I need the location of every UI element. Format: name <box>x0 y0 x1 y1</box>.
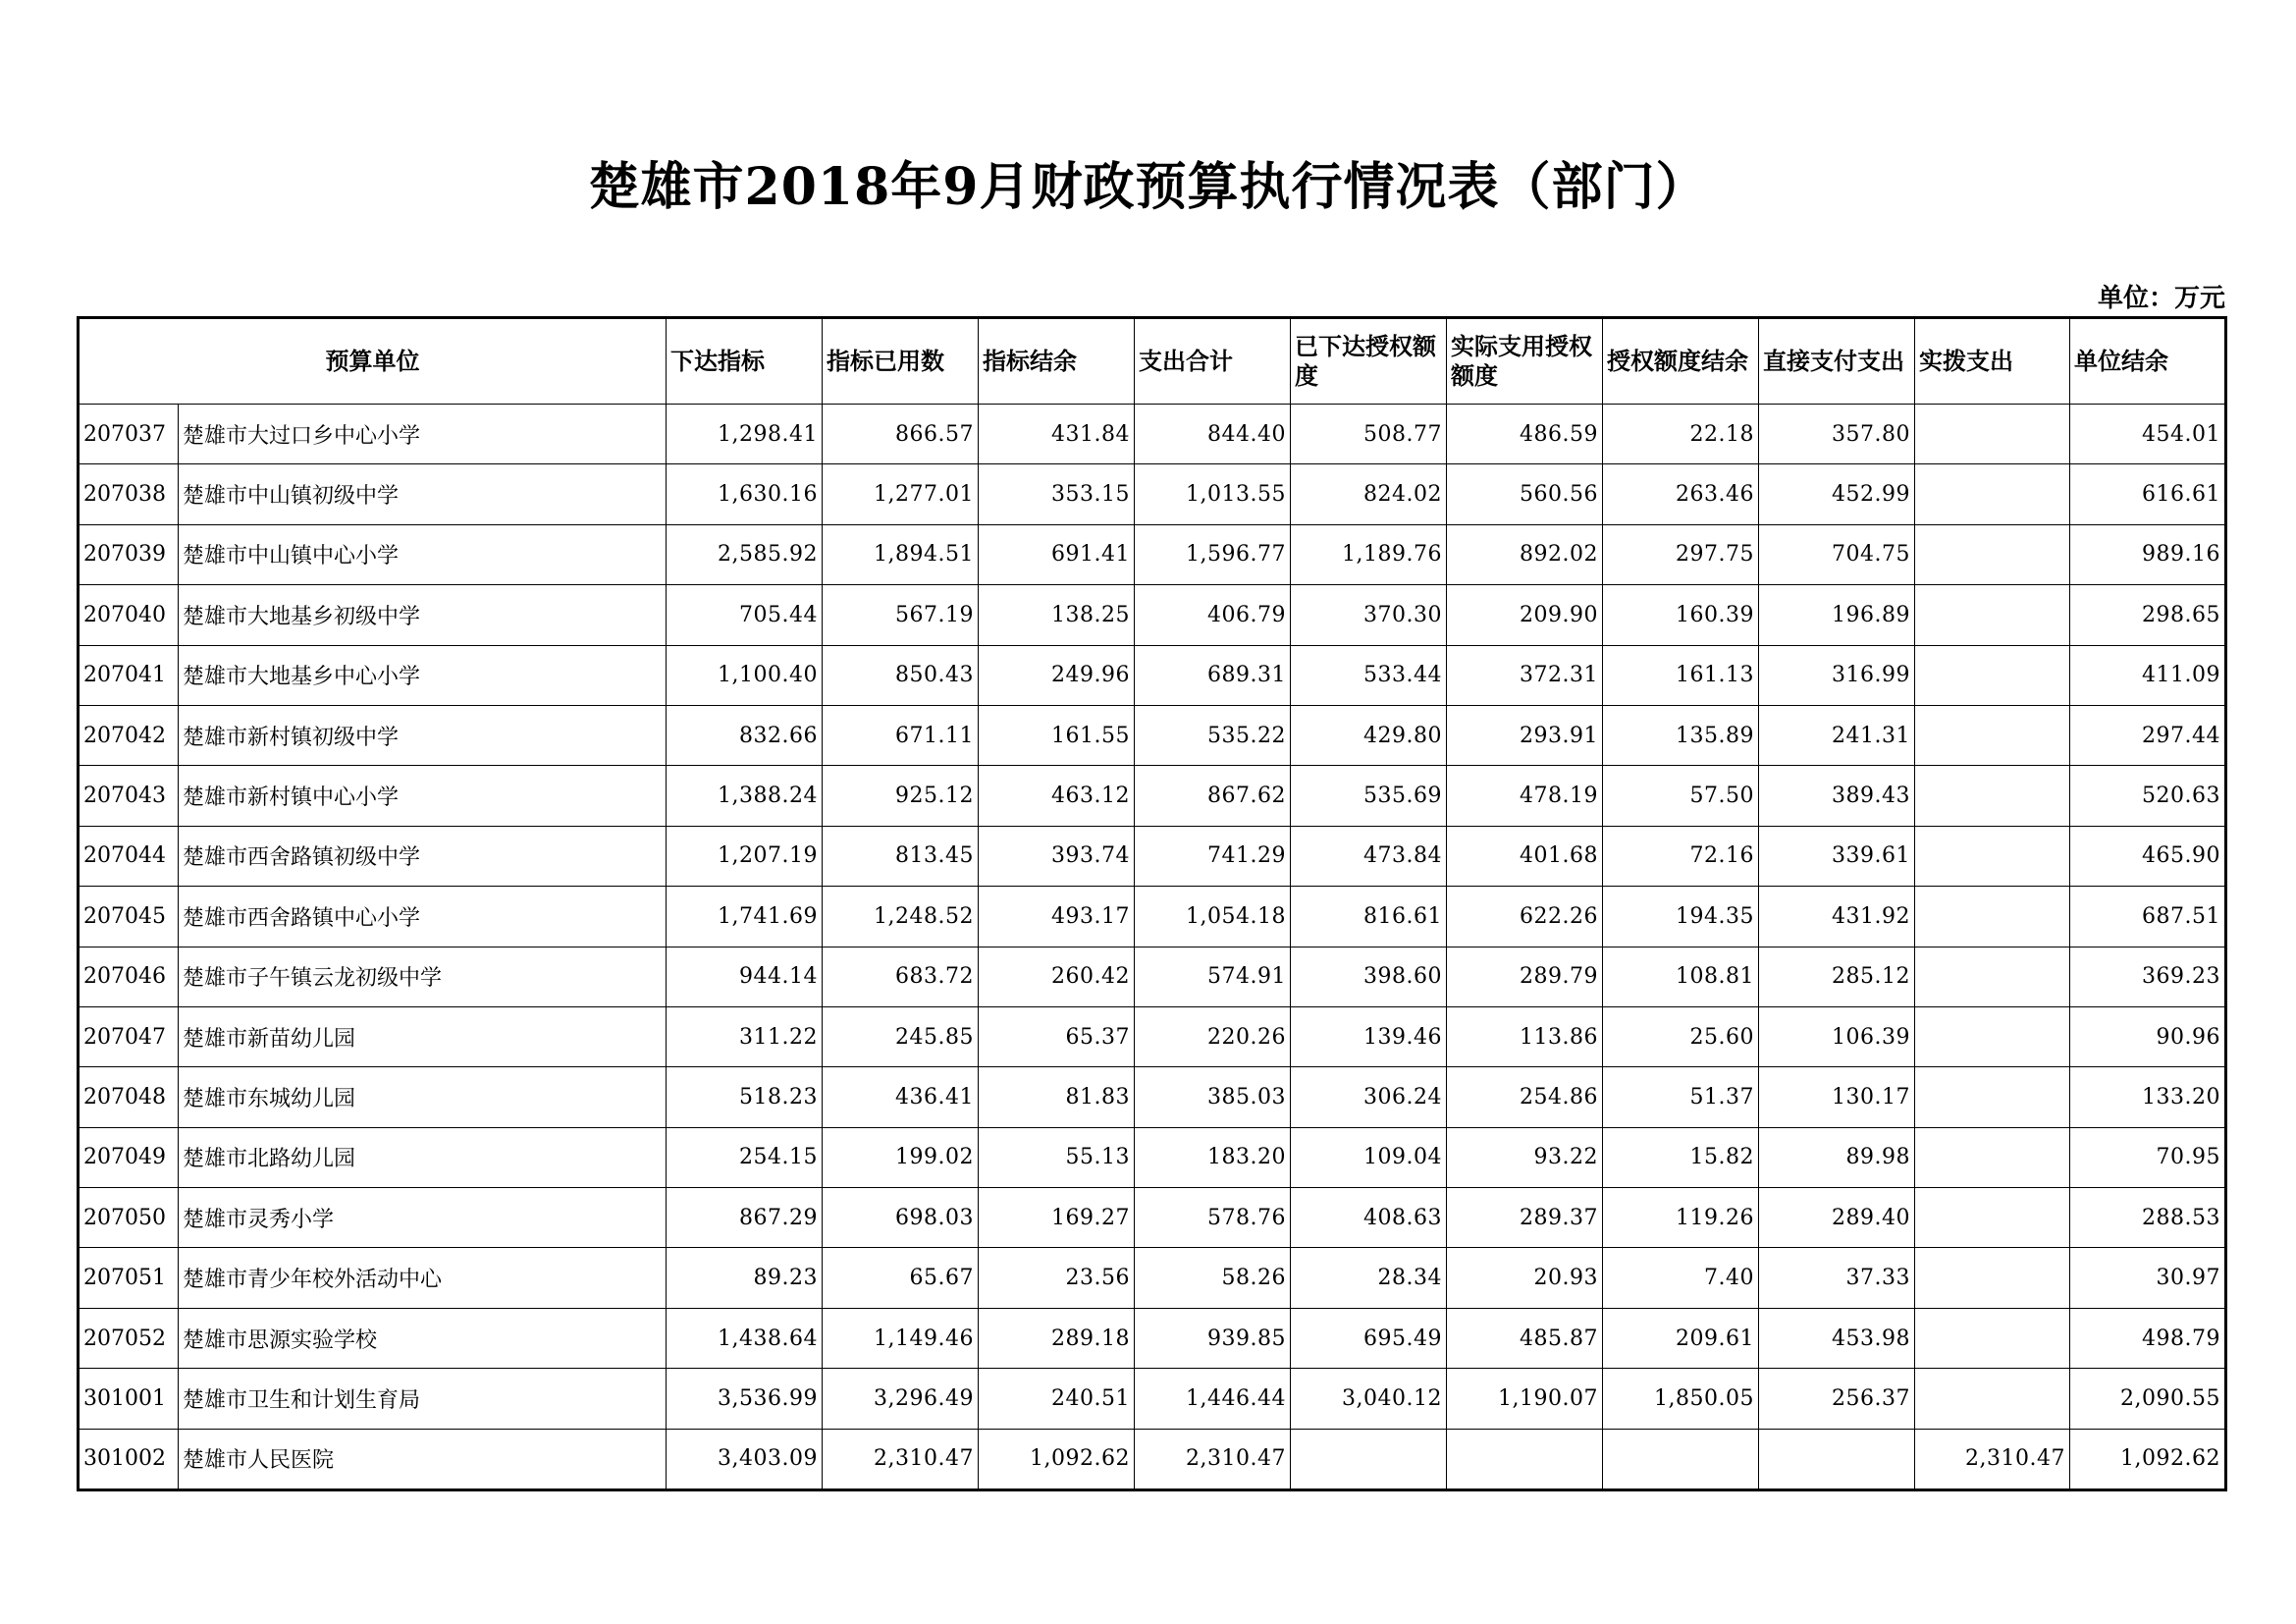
unit-name-cell: 楚雄市西舍路镇中心小学 <box>179 887 667 947</box>
value-cell: 1,438.64 <box>667 1308 823 1368</box>
table-row <box>79 1308 2226 1368</box>
table-row <box>79 705 2226 765</box>
value-cell: 705.44 <box>667 585 823 645</box>
value-cell: 741.29 <box>1135 826 1291 886</box>
value-cell: 199.02 <box>823 1127 979 1187</box>
value-cell: 130.17 <box>1759 1067 1915 1127</box>
unit-name-cell: 楚雄市人民医院 <box>179 1429 667 1489</box>
value-cell: 289.40 <box>1759 1188 1915 1248</box>
value-cell: 816.61 <box>1291 887 1447 947</box>
value-cell: 1,248.52 <box>823 887 979 947</box>
value-cell: 25.60 <box>1603 1006 1759 1066</box>
value-cell: 57.50 <box>1603 766 1759 826</box>
unit-code-cell: 207043 <box>79 766 179 826</box>
value-cell: 408.63 <box>1291 1188 1447 1248</box>
value-cell: 23.56 <box>979 1248 1135 1308</box>
value-cell: 106.39 <box>1759 1006 1915 1066</box>
value-cell: 285.12 <box>1759 947 1915 1006</box>
value-cell: 2,310.47 <box>1135 1429 1291 1489</box>
unit-code-cell: 207047 <box>79 1006 179 1066</box>
unit-name-cell: 楚雄市新苗幼儿园 <box>179 1006 667 1066</box>
value-cell: 7.40 <box>1603 1248 1759 1308</box>
value-cell: 306.24 <box>1291 1067 1447 1127</box>
table-row <box>79 464 2226 524</box>
value-cell: 1,100.40 <box>667 645 823 705</box>
value-cell: 574.91 <box>1135 947 1291 1006</box>
value-cell: 2,585.92 <box>667 524 823 584</box>
value-cell: 1,207.19 <box>667 826 823 886</box>
value-cell: 683.72 <box>823 947 979 1006</box>
value-cell: 298.65 <box>2070 585 2226 645</box>
table-row <box>79 887 2226 947</box>
value-cell: 508.77 <box>1291 405 1447 464</box>
value-cell: 1,388.24 <box>667 766 823 826</box>
value-cell: 297.44 <box>2070 705 2226 765</box>
value-cell: 406.79 <box>1135 585 1291 645</box>
value-cell: 109.04 <box>1291 1127 1447 1187</box>
value-cell: 867.62 <box>1135 766 1291 826</box>
value-cell: 370.30 <box>1291 585 1447 645</box>
value-cell: 288.53 <box>2070 1188 2226 1248</box>
value-cell <box>1915 705 2070 765</box>
value-cell: 241.31 <box>1759 705 1915 765</box>
value-cell: 249.96 <box>979 645 1135 705</box>
value-cell: 256.37 <box>1759 1369 1915 1429</box>
value-cell <box>1915 1248 2070 1308</box>
value-cell: 567.19 <box>823 585 979 645</box>
unit-name-cell: 楚雄市卫生和计划生育局 <box>179 1369 667 1429</box>
table-header-row <box>79 318 2226 405</box>
value-cell: 289.79 <box>1447 947 1603 1006</box>
unit-name-cell: 楚雄市灵秀小学 <box>179 1188 667 1248</box>
value-cell <box>1603 1429 1759 1489</box>
column-header: 支出合计 <box>1135 318 1291 405</box>
value-cell: 616.61 <box>2070 464 2226 524</box>
value-cell <box>1291 1429 1447 1489</box>
value-cell: 2,310.47 <box>1915 1429 2070 1489</box>
column-header: 单位结余 <box>2070 318 2226 405</box>
value-cell: 183.20 <box>1135 1127 1291 1187</box>
value-cell: 119.26 <box>1603 1188 1759 1248</box>
value-cell: 65.37 <box>979 1006 1135 1066</box>
unit-name-cell: 楚雄市子午镇云龙初级中学 <box>179 947 667 1006</box>
unit-code-cell: 207050 <box>79 1188 179 1248</box>
value-cell: 389.43 <box>1759 766 1915 826</box>
value-cell: 1,741.69 <box>667 887 823 947</box>
table-row <box>79 524 2226 584</box>
table-row <box>79 585 2226 645</box>
value-cell: 139.46 <box>1291 1006 1447 1066</box>
value-cell <box>1915 1067 2070 1127</box>
value-cell: 22.18 <box>1603 405 1759 464</box>
unit-code-cell: 207037 <box>79 405 179 464</box>
value-cell: 431.84 <box>979 405 1135 464</box>
value-cell: 113.86 <box>1447 1006 1603 1066</box>
value-cell: 1,850.05 <box>1603 1369 1759 1429</box>
table-row <box>79 1369 2226 1429</box>
value-cell: 866.57 <box>823 405 979 464</box>
value-cell <box>1915 464 2070 524</box>
value-cell: 535.22 <box>1135 705 1291 765</box>
value-cell: 81.83 <box>979 1067 1135 1127</box>
value-cell: 687.51 <box>2070 887 2226 947</box>
value-cell: 55.13 <box>979 1127 1135 1187</box>
value-cell: 431.92 <box>1759 887 1915 947</box>
value-cell <box>1759 1429 1915 1489</box>
unit-name-cell: 楚雄市东城幼儿园 <box>179 1067 667 1127</box>
unit-code-cell: 207045 <box>79 887 179 947</box>
unit-name-cell: 楚雄市新村镇中心小学 <box>179 766 667 826</box>
unit-code-cell: 207039 <box>79 524 179 584</box>
value-cell: 385.03 <box>1135 1067 1291 1127</box>
value-cell: 289.37 <box>1447 1188 1603 1248</box>
budget-table <box>77 316 2227 1491</box>
value-cell <box>1915 947 2070 1006</box>
unit-name-cell: 楚雄市大地基乡中心小学 <box>179 645 667 705</box>
unit-code-cell: 207040 <box>79 585 179 645</box>
value-cell: 254.15 <box>667 1127 823 1187</box>
column-header: 下达指标 <box>667 318 823 405</box>
value-cell: 850.43 <box>823 645 979 705</box>
column-header: 实拨支出 <box>1915 318 2070 405</box>
value-cell: 161.13 <box>1603 645 1759 705</box>
value-cell: 1,013.55 <box>1135 464 1291 524</box>
unit-code-cell: 207051 <box>79 1248 179 1308</box>
table-row <box>79 405 2226 464</box>
value-cell: 533.44 <box>1291 645 1447 705</box>
value-cell: 1,298.41 <box>667 405 823 464</box>
value-cell: 1,054.18 <box>1135 887 1291 947</box>
unit-code-cell: 207049 <box>79 1127 179 1187</box>
value-cell: 133.20 <box>2070 1067 2226 1127</box>
unit-code-cell: 207046 <box>79 947 179 1006</box>
value-cell: 1,149.46 <box>823 1308 979 1368</box>
value-cell: 411.09 <box>2070 645 2226 705</box>
value-cell: 989.16 <box>2070 524 2226 584</box>
value-cell: 209.90 <box>1447 585 1603 645</box>
value-cell: 1,189.76 <box>1291 524 1447 584</box>
unit-name-cell: 楚雄市北路幼儿园 <box>179 1127 667 1187</box>
value-cell: 263.46 <box>1603 464 1759 524</box>
table-row <box>79 645 2226 705</box>
table-row <box>79 1006 2226 1066</box>
unit-name-cell: 楚雄市中山镇初级中学 <box>179 464 667 524</box>
value-cell: 245.85 <box>823 1006 979 1066</box>
value-cell: 293.91 <box>1447 705 1603 765</box>
unit-code-cell: 207044 <box>79 826 179 886</box>
value-cell: 465.90 <box>2070 826 2226 886</box>
value-cell: 493.17 <box>979 887 1135 947</box>
value-cell: 72.16 <box>1603 826 1759 886</box>
value-cell: 813.45 <box>823 826 979 886</box>
value-cell: 3,536.99 <box>667 1369 823 1429</box>
value-cell: 311.22 <box>667 1006 823 1066</box>
value-cell: 15.82 <box>1603 1127 1759 1187</box>
table-row <box>79 1429 2226 1489</box>
value-cell: 520.63 <box>2070 766 2226 826</box>
value-cell: 240.51 <box>979 1369 1135 1429</box>
value-cell: 357.80 <box>1759 405 1915 464</box>
unit-name-cell: 楚雄市西舍路镇初级中学 <box>179 826 667 886</box>
value-cell: 473.84 <box>1291 826 1447 886</box>
value-cell: 220.26 <box>1135 1006 1291 1066</box>
table-row <box>79 947 2226 1006</box>
value-cell: 398.60 <box>1291 947 1447 1006</box>
value-cell <box>1915 826 2070 886</box>
unit-code-cell: 207052 <box>79 1308 179 1368</box>
table-row <box>79 766 2226 826</box>
value-cell: 369.23 <box>2070 947 2226 1006</box>
value-cell: 892.02 <box>1447 524 1603 584</box>
value-cell <box>1915 1308 2070 1368</box>
unit-name-cell: 楚雄市中山镇中心小学 <box>179 524 667 584</box>
value-cell: 824.02 <box>1291 464 1447 524</box>
value-cell <box>1915 524 2070 584</box>
value-cell: 3,403.09 <box>667 1429 823 1489</box>
value-cell: 925.12 <box>823 766 979 826</box>
value-cell: 135.89 <box>1603 705 1759 765</box>
value-cell <box>1915 887 2070 947</box>
value-cell <box>1915 405 2070 464</box>
value-cell: 1,894.51 <box>823 524 979 584</box>
value-cell: 161.55 <box>979 705 1135 765</box>
value-cell: 1,446.44 <box>1135 1369 1291 1429</box>
value-cell: 58.26 <box>1135 1248 1291 1308</box>
value-cell: 2,090.55 <box>2070 1369 2226 1429</box>
value-cell: 704.75 <box>1759 524 1915 584</box>
value-cell: 429.80 <box>1291 705 1447 765</box>
value-cell: 689.31 <box>1135 645 1291 705</box>
value-cell <box>1915 1188 2070 1248</box>
value-cell: 671.11 <box>823 705 979 765</box>
value-cell: 108.81 <box>1603 947 1759 1006</box>
column-header: 授权额度结余 <box>1603 318 1759 405</box>
unit-code-cell: 207038 <box>79 464 179 524</box>
value-cell: 89.23 <box>667 1248 823 1308</box>
value-cell: 698.03 <box>823 1188 979 1248</box>
value-cell <box>1915 766 2070 826</box>
value-cell <box>1915 585 2070 645</box>
value-cell <box>1915 645 2070 705</box>
value-cell: 454.01 <box>2070 405 2226 464</box>
value-cell: 478.19 <box>1447 766 1603 826</box>
value-cell: 372.31 <box>1447 645 1603 705</box>
table-row <box>79 1127 2226 1187</box>
value-cell: 51.37 <box>1603 1067 1759 1127</box>
unit-label: 单位：万元 <box>2097 284 2225 313</box>
unit-name-cell: 楚雄市青少年校外活动中心 <box>179 1248 667 1308</box>
unit-name-cell: 楚雄市大地基乡初级中学 <box>179 585 667 645</box>
value-cell: 90.96 <box>2070 1006 2226 1066</box>
table-body <box>79 405 2226 1490</box>
value-cell: 30.97 <box>2070 1248 2226 1308</box>
value-cell: 518.23 <box>667 1067 823 1127</box>
value-cell: 578.76 <box>1135 1188 1291 1248</box>
value-cell: 37.33 <box>1759 1248 1915 1308</box>
table-row <box>79 826 2226 886</box>
value-cell: 93.22 <box>1447 1127 1603 1187</box>
value-cell: 353.15 <box>979 464 1135 524</box>
value-cell: 1,092.62 <box>2070 1429 2226 1489</box>
unit-code-cell: 207042 <box>79 705 179 765</box>
page-title: 楚雄市2018年9月财政预算执行情况表（部门） <box>588 157 1708 217</box>
value-cell: 463.12 <box>979 766 1135 826</box>
value-cell <box>1915 1006 2070 1066</box>
value-cell: 844.40 <box>1135 405 1291 464</box>
value-cell: 65.67 <box>823 1248 979 1308</box>
column-header: 指标已用数 <box>823 318 979 405</box>
value-cell <box>1915 1369 2070 1429</box>
column-header: 直接支付支出 <box>1759 318 1915 405</box>
value-cell: 832.66 <box>667 705 823 765</box>
value-cell: 28.34 <box>1291 1248 1447 1308</box>
value-cell: 944.14 <box>667 947 823 1006</box>
unit-code-cell: 207041 <box>79 645 179 705</box>
value-cell: 160.39 <box>1603 585 1759 645</box>
value-cell: 867.29 <box>667 1188 823 1248</box>
value-cell: 2,310.47 <box>823 1429 979 1489</box>
value-cell: 3,296.49 <box>823 1369 979 1429</box>
value-cell: 70.95 <box>2070 1127 2226 1187</box>
value-cell: 393.74 <box>979 826 1135 886</box>
value-cell: 401.68 <box>1447 826 1603 886</box>
unit-code-cell: 301001 <box>79 1369 179 1429</box>
value-cell: 89.98 <box>1759 1127 1915 1187</box>
value-cell: 3,040.12 <box>1291 1369 1447 1429</box>
value-cell: 939.85 <box>1135 1308 1291 1368</box>
value-cell: 138.25 <box>979 585 1135 645</box>
value-cell: 452.99 <box>1759 464 1915 524</box>
value-cell: 297.75 <box>1603 524 1759 584</box>
value-cell: 1,277.01 <box>823 464 979 524</box>
value-cell: 260.42 <box>979 947 1135 1006</box>
column-header: 预算单位 <box>79 318 667 405</box>
value-cell: 622.26 <box>1447 887 1603 947</box>
table-row <box>79 1067 2226 1127</box>
value-cell: 691.41 <box>979 524 1135 584</box>
unit-name-cell: 楚雄市大过口乡中心小学 <box>179 405 667 464</box>
unit-name-cell: 楚雄市思源实验学校 <box>179 1308 667 1368</box>
value-cell: 436.41 <box>823 1067 979 1127</box>
value-cell: 535.69 <box>1291 766 1447 826</box>
table-row <box>79 1248 2226 1308</box>
value-cell: 485.87 <box>1447 1308 1603 1368</box>
value-cell: 1,190.07 <box>1447 1369 1603 1429</box>
column-header: 实际支用授权额度 <box>1447 318 1603 405</box>
value-cell <box>1447 1429 1603 1489</box>
unit-code-cell: 301002 <box>79 1429 179 1489</box>
value-cell: 289.18 <box>979 1308 1135 1368</box>
value-cell: 209.61 <box>1603 1308 1759 1368</box>
value-cell: 695.49 <box>1291 1308 1447 1368</box>
value-cell: 1,596.77 <box>1135 524 1291 584</box>
value-cell: 169.27 <box>979 1188 1135 1248</box>
value-cell: 316.99 <box>1759 645 1915 705</box>
value-cell: 20.93 <box>1447 1248 1603 1308</box>
value-cell: 498.79 <box>2070 1308 2226 1368</box>
unit-name-cell: 楚雄市新村镇初级中学 <box>179 705 667 765</box>
value-cell <box>1915 1127 2070 1187</box>
value-cell: 453.98 <box>1759 1308 1915 1368</box>
value-cell: 194.35 <box>1603 887 1759 947</box>
value-cell: 560.56 <box>1447 464 1603 524</box>
column-header: 已下达授权额度 <box>1291 318 1447 405</box>
value-cell: 196.89 <box>1759 585 1915 645</box>
value-cell: 254.86 <box>1447 1067 1603 1127</box>
unit-code-cell: 207048 <box>79 1067 179 1127</box>
value-cell: 339.61 <box>1759 826 1915 886</box>
column-header: 指标结余 <box>979 318 1135 405</box>
value-cell: 1,630.16 <box>667 464 823 524</box>
value-cell: 1,092.62 <box>979 1429 1135 1489</box>
value-cell: 486.59 <box>1447 405 1603 464</box>
table-row <box>79 1188 2226 1248</box>
